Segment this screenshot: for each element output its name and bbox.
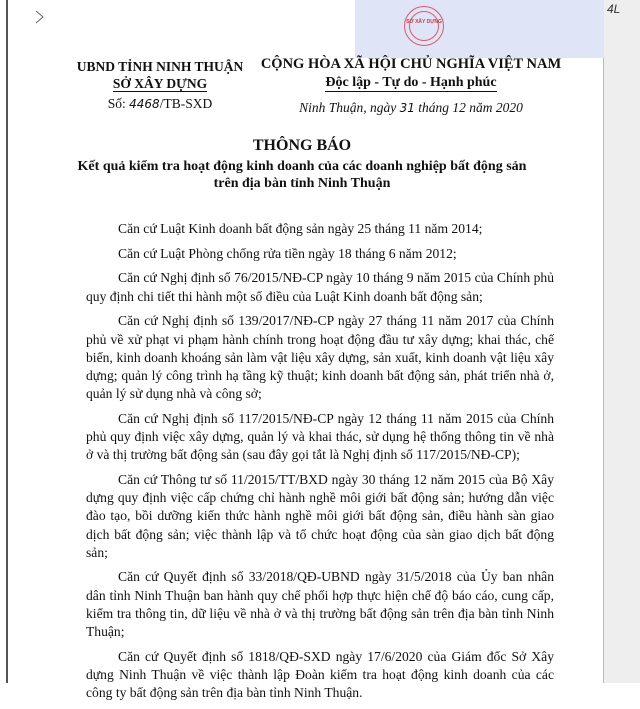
issuer-block: [70, 58, 250, 113]
paragraph: Căn cứ Luật Phòng chống rửa tiền ngày 18 tháng 6 năm 2012;: [118, 245, 457, 261]
stamp-inner-ring: [409, 11, 439, 41]
document-number: [70, 95, 250, 113]
issue-date: [246, 99, 576, 117]
issuer-org: UBND TỈNH NINH THUẬN: [76, 59, 244, 74]
issuer-dept: SỞ XÂY DỰNG: [112, 76, 208, 91]
paragraph: Căn cứ Quyết định số 1818/QĐ-SXD ngày 17/6/2020 của Giám đốc Sở Xây dựng Ninh Thuận về việc thành lập Đoàn kiểm tra hoạt động kinh doanh của các công ty bất động sản trên địa bàn tỉnh Ninh Thuận.: [86, 648, 554, 701]
document-body: [86, 220, 554, 709]
received-stamp: [404, 6, 444, 46]
date-day-handwritten: 31: [399, 101, 415, 115]
subtitle-line-2: trên địa bàn tỉnh Ninh Thuận: [213, 176, 391, 191]
document-subtitle: [60, 158, 544, 192]
paragraph: Căn cứ Nghị định số 117/2015/NĐ-CP ngày 12 tháng 11 năm 2015 của Chính phủ quy định việc xây dựng, quản lý và khai thác, sử dụng hệ thống thông tin về nhà ở và thị trường bất động sản (sau đây gọi tắt là Nghị định số 117/2015/NĐ-CP);: [86, 410, 554, 463]
page-left-border: [6, 0, 8, 683]
number-handwritten: 4468: [129, 97, 160, 111]
paragraph: Căn cứ Nghị định số 139/2017/NĐ-CP ngày 27 tháng 11 năm 2017 của Chính phủ về xử phạt vi phạm hành chính trong hoạt động đầu tư xây dựng; khai thác, chế biến, kinh doanh khoáng sản làm vật liệu xây dựng, sản xuất, kinh doanh vật liệu xây dựng; quản lý công trình hạ tầng kỹ thuật; kinh doanh bất động sản, phát triển nhà ở, quản lý sử dụng nhà và công sở;: [86, 313, 554, 402]
stamp-text: SỞ XÂY DỰNG: [406, 19, 442, 25]
national-header: [246, 55, 576, 117]
number-suffix: /TB-SXD: [159, 96, 213, 111]
date-suffix: tháng 12 năm 2020: [418, 100, 523, 115]
paragraph: Căn cứ Luật Kinh doanh bất động sản ngày 25 tháng 11 năm 2014;: [118, 221, 483, 236]
document-title: THÔNG BÁO: [252, 137, 352, 154]
national-title: CỘNG HÒA XÃ HỘI CHỦ NGHĨA VIỆT NAM: [260, 56, 562, 72]
paragraph: Căn cứ Thông tư số 11/2015/TT/BXD ngày 30 tháng 12 năm 2015 của Bộ Xây dựng quy định việc cấp chứng chỉ hành nghề môi giới bất động sản; hướng dẫn việc đào tạo, bồi dưỡng kiến thức hành nghề môi giới bất động sản, điều hành sàn giao dịch bất động sản; việc thành lập và tổ chức hoạt động của sàn giao dịch bất động sản;: [86, 471, 554, 560]
stamp-highlight-box: [355, 0, 604, 58]
paragraph: Căn cứ Quyết định số 33/2018/QĐ-UBND ngày 31/5/2018 của Ủy ban nhân dân tỉnh Ninh Thuận ban hành quy chế phối hợp thực hiện chế độ báo cáo, cung cấp, kiểm tra thông tin, dữ liệu về nhà ở và thị trường bất động sản trên địa bàn tỉnh Ninh Thuận;: [86, 569, 554, 640]
date-prefix: Ninh Thuận, ngày: [299, 100, 397, 115]
subtitle-line-1: Kết quả kiểm tra hoạt động kinh doanh của các doanh nghiệp bất động sản: [77, 159, 527, 174]
paragraph: Căn cứ Nghị định số 76/2015/NĐ-CP ngày 10 tháng 9 năm 2015 của Chính phủ quy định chi tiết thi hành một số điều của Luật Kinh doanh bất động sản;: [86, 270, 554, 304]
page-right-border: [603, 0, 604, 683]
margin-handwritten-note: 4L: [607, 2, 621, 16]
number-prefix: Số:: [107, 96, 126, 111]
national-motto: Độc lập - Tự do - Hạnh phúc: [325, 75, 497, 90]
corner-tick-icon: [34, 10, 46, 24]
right-margin-shade: [604, 0, 640, 683]
